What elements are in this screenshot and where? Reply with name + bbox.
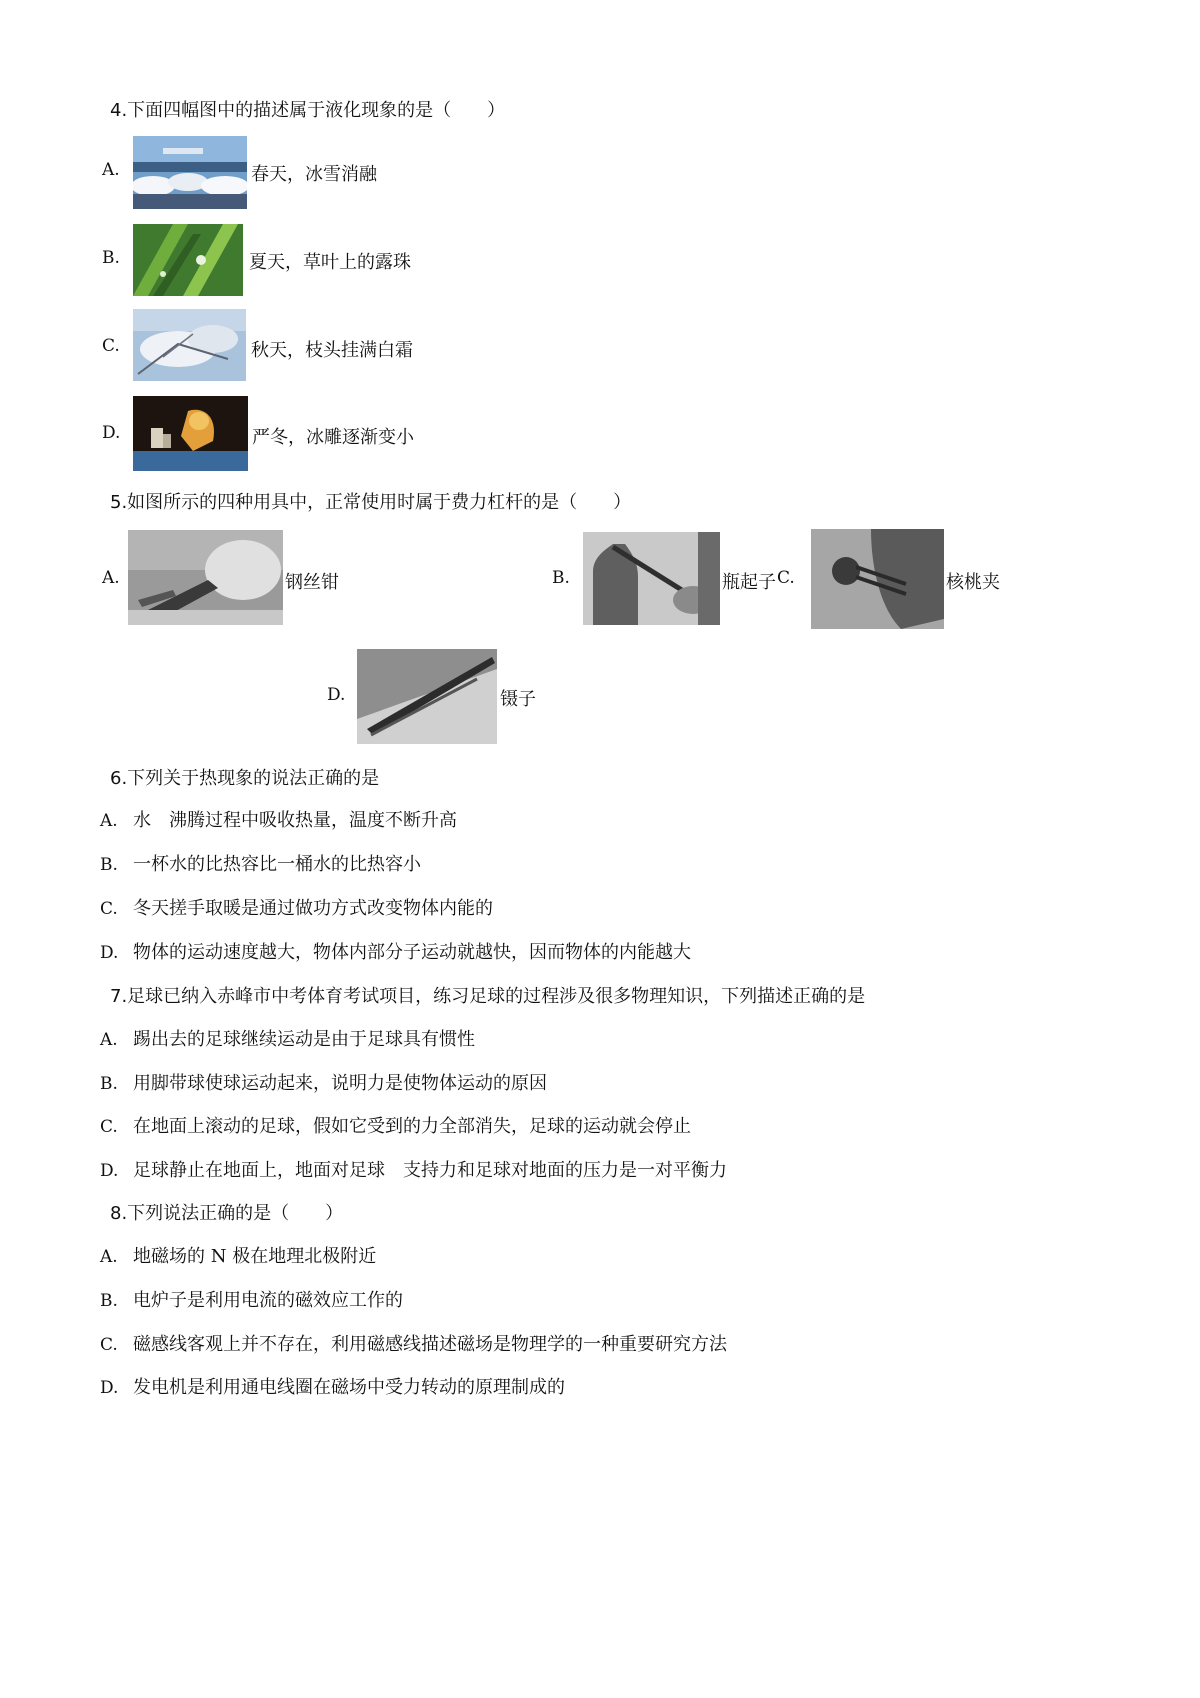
- q6-option-c: [100, 894, 493, 920]
- q4-option-b-label: B.: [102, 248, 120, 268]
- q6-option-b: [100, 850, 421, 876]
- question-5-stem: 5.如图所示的四种用具中，正常使用时属于费力杠杆的是（ ）: [110, 492, 632, 513]
- q8-option-c: [100, 1330, 727, 1356]
- q4-option-c-text: 秋天，枝头挂满白霜: [251, 340, 413, 361]
- q7-option-c: [100, 1112, 691, 1138]
- question-4-stem: 4.下面四幅图中的描述属于液化现象的是（ ）: [110, 100, 506, 121]
- q5-option-a-label: A.: [102, 568, 120, 588]
- q7-option-c-text: 在地面上滚动的足球，假如它受到的力全部消失，足球的运动就会停止: [133, 1116, 691, 1137]
- q8-option-c-label: C.: [100, 1335, 118, 1355]
- q8-option-c-text: 磁感线客观上并不存在，利用磁感线描述磁场是物理学的一种重要研究方法: [133, 1334, 727, 1355]
- frost-on-branches-photo: [133, 309, 246, 381]
- q6-option-a-label: A.: [100, 811, 118, 831]
- q7-option-c-label: C.: [100, 1117, 118, 1137]
- q4-option-d-text: 严冬，冰雕逐渐变小: [252, 427, 414, 448]
- q7-option-b-text: 用脚带球使球运动起来，说明力是使物体运动的原因: [133, 1073, 547, 1094]
- q7-option-d: [100, 1156, 727, 1182]
- dew-on-grass-photo: [133, 224, 243, 296]
- q8-option-b: [100, 1286, 403, 1312]
- q7-option-d-text: 足球静止在地面上，地面对足球 支持力和足球对地面的压力是一对平衡力: [133, 1160, 727, 1181]
- q6-option-c-label: C.: [100, 899, 118, 919]
- q7-option-a-text: 踢出去的足球继续运动是由于足球具有惯性: [133, 1029, 475, 1050]
- q5-option-b-text: 瓶起子: [722, 572, 776, 593]
- q4-option-d-label: D.: [102, 423, 121, 443]
- q4-option-a-text: 春天，冰雪消融: [251, 164, 377, 185]
- q4-option-b-text: 夏天，草叶上的露珠: [249, 252, 411, 273]
- q8-option-b-label: B.: [100, 1291, 118, 1311]
- q5-option-b-label: B.: [552, 568, 570, 588]
- bottle-opener-photo: [583, 532, 720, 625]
- q5-option-c-text: 核桃夹: [946, 572, 1000, 593]
- nutcracker-photo: [811, 529, 944, 629]
- q4-option-a-label: A.: [102, 160, 120, 180]
- q7-option-b: [100, 1069, 547, 1095]
- q5-option-c-label: C.: [777, 568, 795, 588]
- tweezers-photo: [357, 649, 497, 744]
- q7-option-a-label: A.: [100, 1030, 118, 1050]
- q6-option-d-text: 物体的运动速度越大，物体内部分子运动就越快，因而物体的内能越大: [133, 942, 691, 963]
- q8-option-d-label: D.: [100, 1378, 119, 1398]
- question-6-stem: 6.下列关于热现象的说法正确的是: [110, 768, 380, 789]
- q5-option-a-text: 钢丝钳: [285, 572, 339, 593]
- q6-option-a: [100, 806, 457, 832]
- q8-option-a-label: A.: [100, 1247, 118, 1267]
- q6-option-b-label: B.: [100, 855, 118, 875]
- q6-option-d: [100, 938, 691, 964]
- q8-option-a: [100, 1242, 376, 1268]
- q6-option-d-label: D.: [100, 943, 119, 963]
- q8-option-d: [100, 1373, 565, 1399]
- question-7-stem: 7.足球已纳入赤峰市中考体育考试项目，练习足球的过程涉及很多物理知识，下列描述正确的是: [110, 986, 866, 1007]
- question-8-stem: 8.下列说法正确的是（ ）: [110, 1203, 344, 1224]
- q6-option-c-text: 冬天搓手取暖是通过做功方式改变物体内能的: [133, 898, 493, 919]
- q8-option-a-text: 地磁场的 N 极在地理北极附近: [133, 1246, 377, 1267]
- q5-option-d-text: 镊子: [500, 689, 536, 710]
- pliers-photo: [128, 530, 283, 625]
- q4-option-c-label: C.: [102, 336, 120, 356]
- ice-sculpture-photo: [133, 396, 248, 471]
- q8-option-d-text: 发电机是利用通电线圈在磁场中受力转动的原理制成的: [133, 1377, 565, 1398]
- q6-option-b-text: 一杯水的比热容比一桶水的比热容小: [133, 854, 421, 875]
- q7-option-b-label: B.: [100, 1074, 118, 1094]
- melting-snow-photo: [133, 136, 247, 209]
- q5-option-d-label: D.: [327, 685, 346, 705]
- q8-option-b-text: 电炉子是利用电流的磁效应工作的: [133, 1290, 403, 1311]
- q7-option-d-label: D.: [100, 1161, 119, 1181]
- q7-option-a: [100, 1025, 475, 1051]
- q6-option-a-text: 水 沸腾过程中吸收热量，温度不断升高: [133, 810, 457, 831]
